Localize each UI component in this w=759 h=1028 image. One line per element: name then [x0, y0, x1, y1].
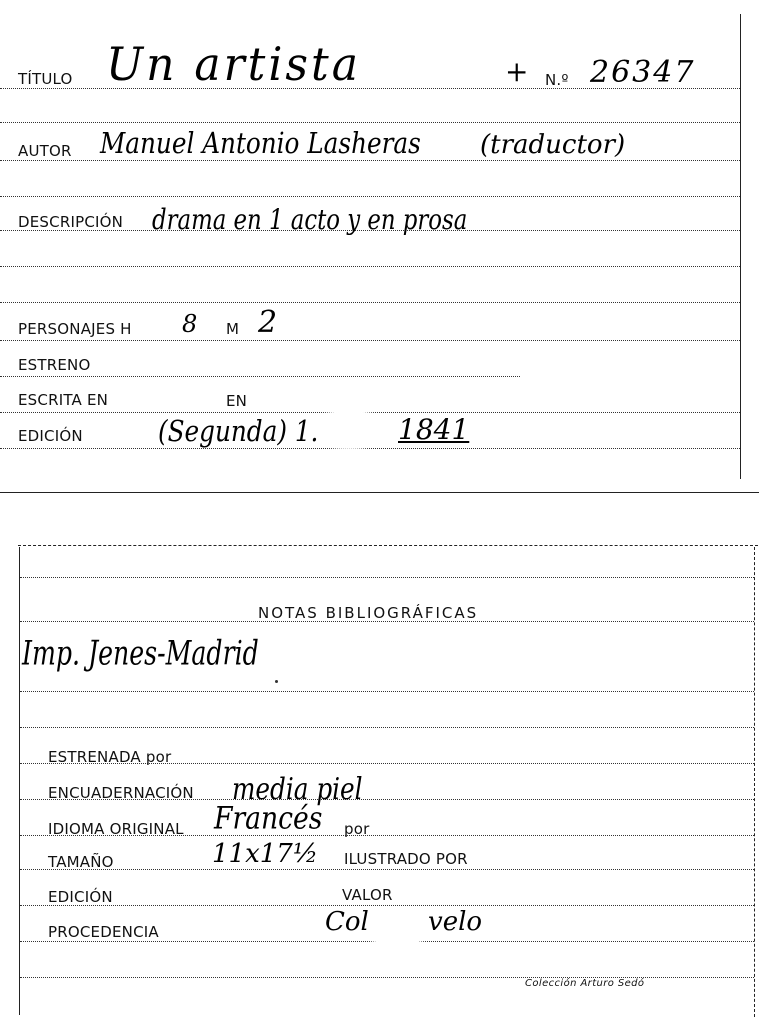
rule-line — [0, 376, 520, 377]
procedencia-value-a: Col — [325, 907, 369, 937]
descripcion-value: drama en 1 acto y en prosa — [152, 203, 468, 236]
numero-label: N.º — [545, 71, 569, 89]
estrenada-label: ESTRENADA por — [48, 748, 172, 766]
numero-mark: + — [505, 55, 529, 88]
rule-line — [0, 412, 740, 413]
personajes-m-label: M — [226, 320, 240, 338]
idioma-value: Francés — [214, 799, 323, 836]
back-card — [0, 545, 759, 1028]
rule-line — [20, 905, 754, 906]
tamano-value: 11x17½ — [212, 839, 319, 869]
escrita-label: ESCRITA EN — [18, 391, 109, 409]
rule-line — [20, 869, 754, 870]
ink-blot — [376, 917, 418, 967]
personajes-label: PERSONAJES H — [18, 320, 132, 338]
front-card-bottom-edge — [0, 492, 759, 493]
edicion-value: (Segunda) 1. — [158, 415, 319, 449]
rule-line — [20, 577, 754, 578]
personajes-m-value: 2 — [258, 305, 278, 340]
rule-line — [0, 302, 740, 303]
rule-line — [0, 196, 740, 197]
ink-blot — [325, 408, 373, 448]
procedencia-value-b: velo — [428, 907, 483, 937]
notas-text: Imp. Jenes-Madrid — [22, 633, 259, 673]
notas-title: NOTAS BIBLIOGRÁFICAS — [258, 604, 479, 622]
rule-line — [0, 266, 740, 267]
estreno-label: ESTRENO — [18, 356, 91, 374]
back-card-right-edge — [754, 547, 755, 1017]
ink-speck — [275, 680, 278, 683]
idioma-label: IDIOMA ORIGINAL — [48, 820, 184, 838]
front-card-right-edge — [740, 14, 741, 479]
descripcion-label: DESCRIPCIÓN — [18, 213, 124, 231]
back-edicion-label: EDICIÓN — [48, 888, 113, 906]
rule-line — [0, 122, 740, 123]
rule-line — [20, 727, 754, 728]
edicion-label: EDICIÓN — [18, 427, 83, 445]
numero-value: 26347 — [590, 55, 696, 90]
tamano-label: TAMAÑO — [48, 853, 114, 871]
back-card-left-edge — [19, 547, 20, 1015]
autor-role: (traductor) — [480, 130, 626, 160]
encuadernacion-label: ENCUADERNACIÓN — [48, 784, 194, 802]
back-card-top-edge — [18, 545, 758, 546]
encuadernacion-value: media piel — [232, 772, 363, 808]
rule-line — [20, 691, 754, 692]
coleccion-stamp: Colección Arturo Sedó — [525, 978, 645, 989]
rule-line — [0, 448, 740, 449]
autor-label: AUTOR — [18, 142, 72, 160]
front-card — [0, 0, 740, 492]
rule-line — [0, 340, 740, 341]
titulo-label: TÍTULO — [18, 70, 73, 88]
procedencia-label: PROCEDENCIA — [48, 923, 159, 941]
valor-label: VALOR — [342, 886, 393, 904]
edicion-year: 1841 — [398, 413, 470, 446]
personajes-h-value: 8 — [182, 310, 198, 338]
autor-value: Manuel Antonio Lasheras — [100, 127, 421, 161]
idioma-por-label: por — [344, 820, 370, 838]
titulo-value: Un artista — [106, 37, 361, 92]
escrita-en-label: EN — [226, 392, 248, 410]
ilustrado-label: ILUSTRADO POR — [344, 850, 468, 868]
